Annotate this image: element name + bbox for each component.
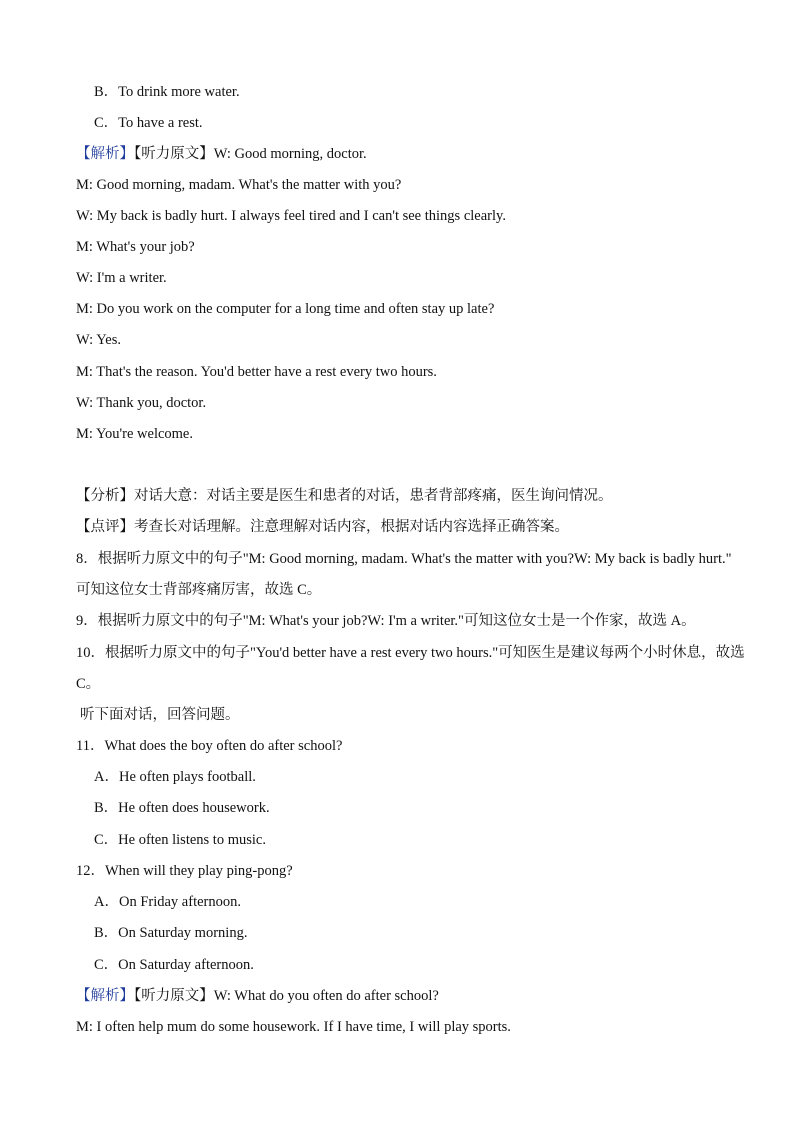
transcript-line: W: My back is badly hurt. I always feel tired and I can't see things clearly. — [76, 208, 506, 224]
transcript-line: M: What's your job? — [76, 239, 195, 255]
review-note: 【点评】考查长对话理解。注意理解对话内容，根据对话内容选择正确答案。 — [76, 519, 569, 535]
analysis-heading-2: 【解析】【听力原文】W: What do you often do after school? — [76, 988, 439, 1004]
option-b-prev: B．To drink more water. — [94, 84, 240, 100]
transcript-line: M: You're welcome. — [76, 426, 193, 442]
option-c-prev: C．To have a rest. — [94, 115, 203, 131]
transcript-line: W: Yes. — [76, 332, 121, 348]
analysis-tag: 【解析】 — [76, 988, 134, 1004]
question-11-option-c: C．He often listens to music. — [94, 832, 266, 848]
explanation-9: 9．根据听力原文中的句子"M: What's your job?W: I'm a writer."可知这位女士是一个作家，故选 A。 — [76, 613, 696, 629]
question-11: 11．What does the boy often do after school? — [76, 738, 343, 754]
transcript-line: M: That's the reason. You'd better have a rest every two hours. — [76, 364, 437, 380]
analysis-tag: 【解析】 — [76, 146, 134, 162]
analysis-summary: 【分析】对话大意：对话主要是医生和患者的对话，患者背部疼痛，医生询问情况。 — [76, 488, 613, 504]
transcript-line: W: Thank you, doctor. — [76, 395, 207, 411]
transcript-line: W: I'm a writer. — [76, 270, 167, 286]
explanation-8: 8．根据听力原文中的句子"M: Good morning, madam. What's the matter with you?W: My back is badly hurt." — [76, 551, 732, 567]
question-12-option-c: C．On Saturday afternoon. — [94, 957, 254, 973]
question-11-option-a: A．He often plays football. — [94, 769, 256, 785]
question-12: 12．When will they play ping-pong? — [76, 863, 293, 879]
question-11-option-b: B．He often does housework. — [94, 800, 270, 816]
transcript-line: M: Good morning, madam. What's the matter with you? — [76, 177, 402, 193]
explanation-10-cont: C。 — [76, 676, 101, 692]
question-12-option-a: A．On Friday afternoon. — [94, 894, 241, 910]
explanation-10: 10．根据听力原文中的句子"You'd better have a rest every two hours."可知医生是建议每两个小时休息，故选 — [76, 645, 745, 661]
explanation-8-cont: 可知这位女士背部疼痛厉害，故选 C。 — [76, 582, 322, 598]
transcript-line: M: I often help mum do some housework. If I have time, I will play sports. — [76, 1019, 511, 1035]
analysis-heading-1: 【解析】【听力原文】W: Good morning, doctor. — [76, 146, 367, 162]
section-instruction: 听下面对话，回答问题。 — [80, 707, 240, 723]
question-12-option-b: B．On Saturday morning. — [94, 925, 248, 941]
transcript-line: M: Do you work on the computer for a long time and often stay up late? — [76, 301, 495, 317]
